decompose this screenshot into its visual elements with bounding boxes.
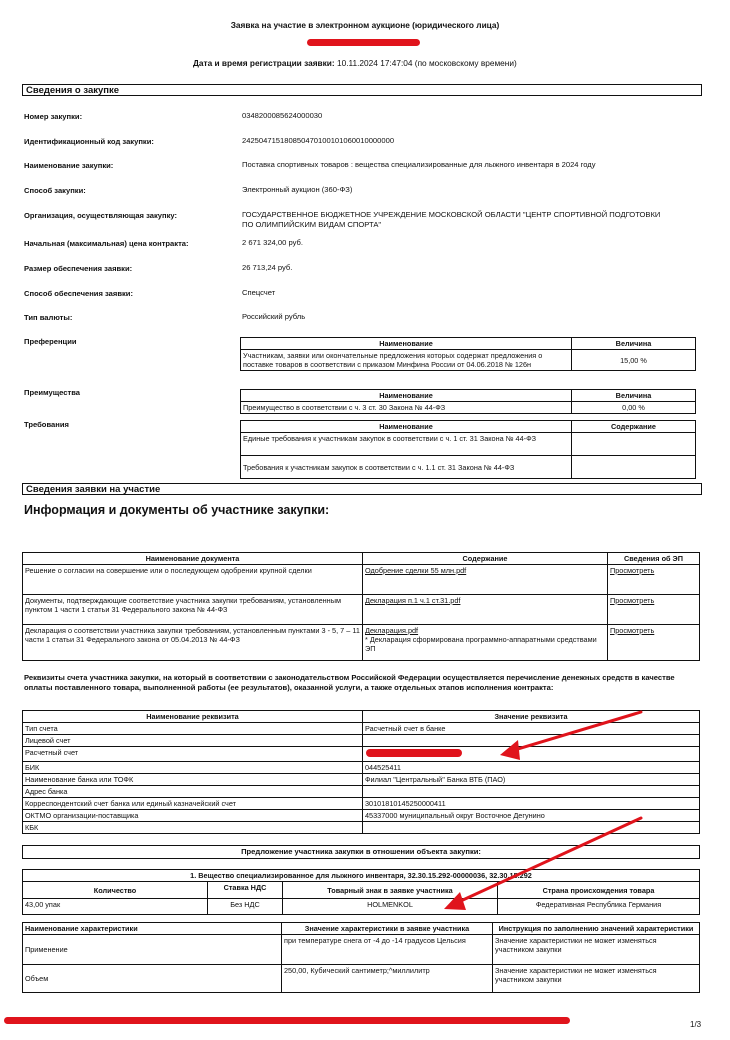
bank-field-name: Адрес банка [23, 786, 363, 798]
bank-field-value: Филиал "Центральный" Банка ВТБ (ПАО) [363, 774, 700, 786]
col-header: Наименование [241, 390, 572, 402]
document-link[interactable]: Декларация.pdf [365, 626, 419, 635]
arrow-head-icon [500, 740, 520, 760]
bank-field-value: 45337000 муниципальный округ Восточное Дегунино [363, 810, 700, 822]
field-value: 0348200085624000030 [242, 111, 323, 120]
document-name: Декларация о соответствии участника закупки требованиям, установленным пунктами 3 - 5, 7 – 11 части 1 статьи 31 Федерального закона от 05.04.2013 № 44-ФЗ [23, 625, 363, 661]
document-note: * Декларация сформирована программно-аппаратными средствами ЭП [365, 635, 597, 653]
requirements-label: Требования [24, 420, 69, 429]
col-header: Наименование документа [23, 553, 363, 565]
col-header: Наименование характеристики [23, 923, 282, 935]
field-value: ГОСУДАРСТВЕННОЕ БЮДЖЕТНОЕ УЧРЕЖДЕНИЕ МОСКОВСКОЙ ОБЛАСТИ "ЦЕНТР СПОРТИВНОЙ ПОДГОТОВКИ ПО ОЛИМПИЙСКИМ ВИДАМ СПОРТА" [242, 210, 661, 229]
col-header: Страна происхождения товара [498, 882, 700, 899]
characteristic-value: 250,00, Кубический сантиметр;^миллилитр [282, 965, 493, 993]
col-header: Значение характеристики в заявке участника [282, 923, 493, 935]
country-value: Федеративная Республика Германия [498, 899, 700, 915]
requirement-text: Единые требования к участникам закупок в соответствии с ч. 1 ст. 31 Закона № 44-ФЗ [241, 433, 572, 456]
quantity-value: 43,00 упак [23, 899, 208, 915]
col-header: Инструкция по заполнению значений характеристики [493, 923, 700, 935]
field-value: 26 713,24 руб. [242, 263, 293, 272]
vat-value: Без НДС [208, 899, 283, 915]
col-header: Количество [23, 882, 208, 899]
document-link[interactable]: Одобрение сделки 55 млн.pdf [365, 566, 467, 575]
bank-field-name: КБК [23, 822, 363, 834]
field-label: Организация, осуществляющая закупку: [24, 211, 178, 220]
col-header: Ставка НДС [208, 882, 283, 899]
section-application-title: Сведения заявки на участие [22, 483, 702, 495]
requirement-text: Требования к участникам закупок в соответствии с ч. 1.1 ст. 31 Закона № 44-ФЗ [241, 456, 572, 479]
application-title: Заявка на участие в электронном аукционе (юридического лица) [230, 20, 500, 30]
bank-field-name: Корреспондентский счет банка или единый казначейский счет [23, 798, 363, 810]
bank-field-name: Расчетный счет [23, 747, 363, 762]
field-label: Способ обеспечения заявки: [24, 289, 133, 298]
preference-text: Участникам, заявки или окончательные предложения которых содержат предложения о поставке товаров в соответствии с приказом Минфина России от 04.06.2018 № 126н [241, 350, 572, 371]
col-header: Сведения об ЭП [608, 553, 700, 565]
col-header: Наименование [241, 338, 572, 350]
characteristic-value: при температуре снега от -4 до -14 градусов Цельсия [282, 935, 493, 965]
field-value: Российский рубль [242, 312, 306, 321]
view-signature-link[interactable]: Просмотреть [610, 626, 655, 635]
field-value: 242504715180850470100101060010000000 [242, 136, 395, 145]
registration-label: Дата и время регистрации заявки: [193, 58, 335, 68]
redaction-mark [4, 1017, 570, 1024]
characteristic-instruction: Значение характеристики не может изменяться участником закупки [493, 965, 700, 993]
field-label: Идентификационный код закупки: [24, 137, 154, 146]
field-label: Начальная (максимальная) цена контракта: [24, 239, 189, 248]
bank-field-value: 30101810145250000411 [363, 798, 700, 810]
col-header: Наименование [241, 421, 572, 433]
arrow-icon [452, 818, 641, 905]
view-signature-link[interactable]: Просмотреть [610, 566, 655, 575]
arrow-head-icon [444, 892, 466, 910]
advantage-value: 0,00 % [572, 402, 696, 414]
document-name: Документы, подтверждающие соответствие участника закупки требованиям, установленным пунктом 1 части 1 статьи 31 Федерального закона № 44-ФЗ [23, 595, 363, 625]
page-number: 1/3 [690, 1020, 702, 1029]
preference-value: 15,00 % [572, 350, 696, 371]
advantage-text: Преимущество в соответствии с ч. 3 ст. 30 Закона № 44-ФЗ [241, 402, 572, 414]
characteristic-name: Объем [23, 965, 282, 993]
registration-value: 10.11.2024 17:47:04 (по московскому времени) [336, 58, 517, 68]
bank-field-name: БИК [23, 762, 363, 774]
section-purchase-title: Сведения о закупке [22, 84, 702, 96]
document-link[interactable]: Декларация п.1 ч.1 ст.31.pdf [365, 596, 461, 605]
characteristic-name: Применение [23, 935, 282, 965]
col-header: Содержание [572, 421, 696, 433]
bank-field-name: ОКТМО организации-поставщика [23, 810, 363, 822]
col-header: Наименование реквизита [23, 711, 363, 723]
characteristic-instruction: Значение характеристики не может изменяться участником закупки [493, 935, 700, 965]
advantages-label: Преимущества [24, 388, 80, 397]
col-header: Значение реквизита [363, 711, 700, 723]
document-name: Решение о согласии на совершение или о последующем одобрении крупной сделки [23, 565, 363, 595]
bank-field-value: Расчетный счет в банке [363, 723, 700, 735]
field-label: Тип валюты: [24, 313, 73, 322]
trademark-value: HOLMENKOL [283, 899, 498, 915]
bank-field-name: Лицевой счет [23, 735, 363, 747]
bank-field-value: 044525411 [363, 762, 700, 774]
preferences-label: Преференции [24, 337, 77, 346]
field-label: Размер обеспечения заявки: [24, 264, 133, 273]
bank-field-name: Тип счета [23, 723, 363, 735]
col-header: Величина [572, 338, 696, 350]
field-value: Поставка спортивных товаров : вещества специализированные для лыжного инвентаря в 2024 году [242, 160, 596, 169]
field-value: Спецсчет [242, 288, 276, 297]
field-label: Наименование закупки: [24, 161, 114, 170]
offer-title: Предложение участника закупки в отношении объекта закупки: [22, 845, 700, 859]
col-header: Величина [572, 390, 696, 402]
field-value: 2 671 324,00 руб. [242, 238, 303, 247]
participant-heading: Информация и документы об участнике закупки: [24, 503, 330, 517]
col-header: Содержание [363, 553, 608, 565]
field-label: Способ закупки: [24, 186, 86, 195]
view-signature-link[interactable]: Просмотреть [610, 596, 655, 605]
bank-field-name: Наименование банка или ТОФК [23, 774, 363, 786]
field-value: Электронный аукцион (360-ФЗ) [242, 185, 353, 194]
field-label: Номер закупки: [24, 112, 83, 121]
bank-details-intro: Реквизиты счета участника закупки, на который в соответствии с законодательством Российской Федерации осуществляется перечисление денежных средств в качестве оплаты поставленного товара, выполненной работы (ее результатов), оказанной услуги, а также отдельных этапов исполнения контракта: [24, 673, 675, 692]
col-header: Товарный знак в заявке участника [283, 882, 498, 899]
arrow-icon [508, 712, 641, 752]
item-title: 1. Вещество специализированное для лыжного инвентаря, 32.30.15.292-00000036, 32.30.15.292 [23, 870, 700, 882]
